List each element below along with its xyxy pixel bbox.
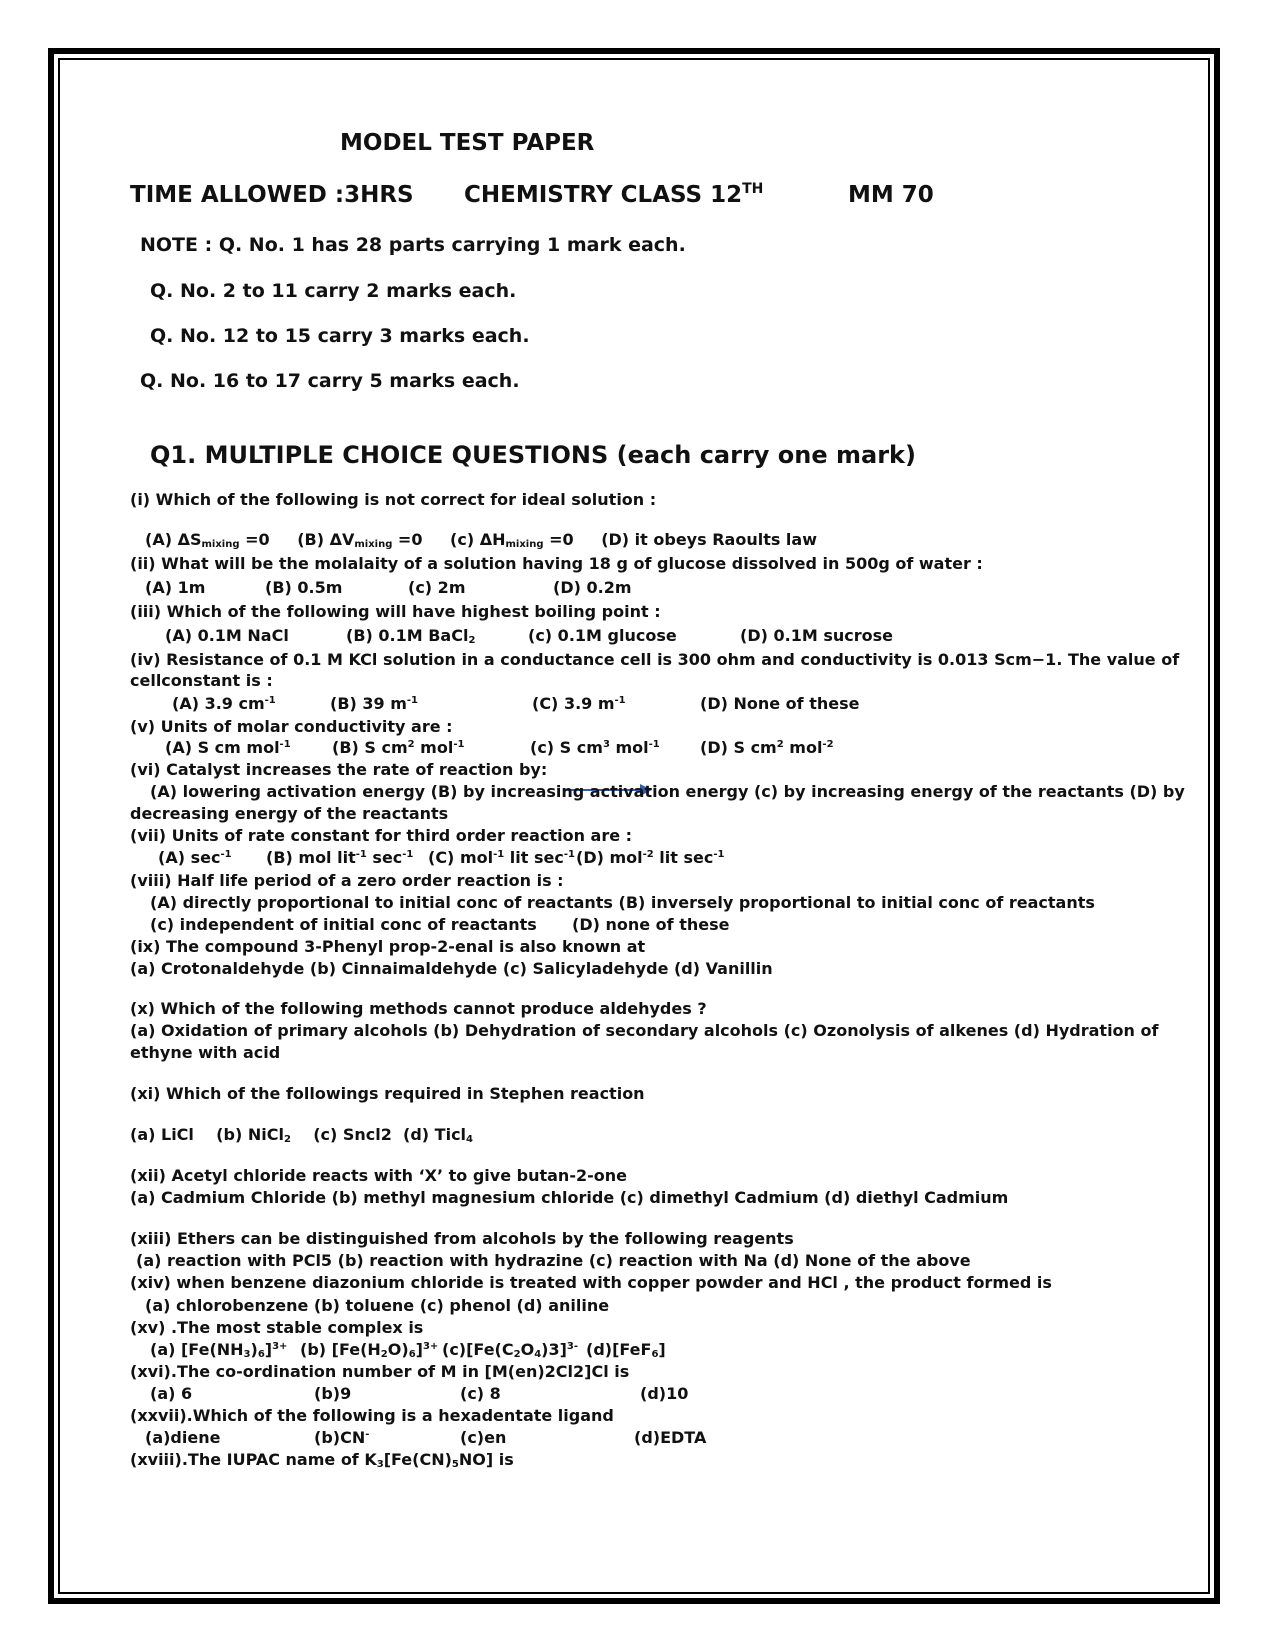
option-c: (c)en (460, 1428, 507, 1447)
option-b: (B) 0.1M BaCl$_2$ (346, 626, 476, 646)
question-text: (ix) The compound 3-Phenyl prop-2-enal is also known at (130, 937, 646, 956)
question-text-continued: cellconstant is : (130, 671, 273, 690)
question-text: (i) Which of the following is not correct for ideal solution : (130, 490, 657, 509)
question-text: (xii) Acetyl chloride reacts with ‘X’ to give butan-2-one (130, 1166, 627, 1185)
note-line: Q. No. 16 to 17 carry 5 marks each. (140, 370, 520, 392)
option-a: (a)diene (145, 1428, 221, 1447)
option-line: (a) LiCl (b) NiCl$_2$ (c) Sncl2 (d) Ticl$_4$ (130, 1125, 474, 1145)
question-text: (x) Which of the following methods cannot produce aldehydes ? (130, 999, 707, 1018)
question-text: (xiv) when benzene diazonium chloride is treated with copper powder and HCl , the product formed is (130, 1273, 1052, 1292)
question-text: (xv) .The most stable complex is (130, 1318, 424, 1337)
option-c: (C) 3.9 $m^{-1}$ (532, 694, 626, 713)
option-b: (B) mol lit$^{-1}$ $\sec^{-1}$ (266, 848, 414, 867)
section-title: Q1. MULTIPLE CHOICE QUESTIONS (each carry one mark) (150, 441, 916, 469)
question-text: (xviii).The IUPAC name of $K_3[Fe(CN)_5NO]$ is (130, 1450, 514, 1470)
subject-heading: CHEMISTRY CLASS 12TH (464, 181, 764, 208)
option-b: (B) 0.5m (265, 578, 343, 597)
question-text: (vii) Units of rate constant for third order reaction are : (130, 826, 633, 845)
option-line-continued: ethyne with acid (130, 1043, 281, 1062)
option-d: (d)[FeF$_6$] (586, 1340, 666, 1360)
option-c: $(c)[Fe(C_2O_4)3]^{3-}$ (442, 1340, 579, 1360)
note-line: Q. No. 12 to 15 carry 3 marks each. (150, 325, 530, 347)
option-line: (a) Cadmium Chloride (b) methyl magnesium chloride (c) dimethyl Cadmium (d) diethyl Cadmium (130, 1188, 1009, 1207)
option-c: (c) 0.1M glucose (528, 626, 677, 645)
option-b: (b)CN- (314, 1428, 370, 1447)
option-a: (A) 3.9 $cm^{-1}$ (172, 694, 276, 713)
option-c: (c) S $cm^3$ mol$^{-1}$ (530, 738, 660, 757)
option-d: (D) None of these (700, 694, 860, 713)
option-a: (A) 0.1M NaCl (165, 626, 289, 645)
option-b: (B) 39 $m^{-1}$ (330, 694, 419, 713)
question-text: (ii) What will be the molalaity of a solution having 18 g of glucose dissolved in 500g of water : (130, 554, 983, 573)
question-text: (vi) Catalyst increases the rate of reaction by: (130, 760, 548, 779)
option-line: (a) chlorobenzene (b) toluene (c) phenol (d) aniline (145, 1296, 610, 1315)
option-a: (a) 6 (150, 1384, 193, 1403)
question-text: (xvi).The co-ordination number of M in [M(en)2Cl2]Cl is (130, 1362, 630, 1381)
option-a: (A) 1m (145, 578, 206, 597)
option-d: (d)10 (640, 1384, 689, 1403)
option-c: (C) mol$^{-1}$ lit $\sec^{-1}$ (428, 848, 575, 867)
option-c: (c) independent of initial conc of reactants (150, 915, 537, 934)
option-d: (d)EDTA (634, 1428, 707, 1447)
option-d: (D) mol$^{-2}$ lit $\sec^{-1}$ (576, 848, 725, 867)
note-line: NOTE : Q. No. 1 has 28 parts carrying 1 mark each. (140, 234, 686, 256)
option-line: (a) Oxidation of primary alcohols (b) Dehydration of secondary alcohols (c) Ozonolysis of alkenes (d) Hydration of (130, 1021, 1159, 1040)
option-b: (b) $[Fe(H_2O)_6]^{3+}$ (300, 1340, 439, 1360)
page-title: MODEL TEST PAPER (340, 130, 595, 156)
option-c: (c) 8 (460, 1384, 501, 1403)
option-line: (A) directly proportional to initial conc of reactants (B) inversely proportional to initial conc of reactants (150, 893, 1095, 912)
option-d: (D) 0.1M sucrose (740, 626, 893, 645)
option-a: (a) $[Fe(NH_3)_6]^{3+}$ (150, 1340, 288, 1360)
question-text: (xxvii).Which of the following is a hexadentate ligand (130, 1406, 614, 1425)
question-text: (iv) Resistance of 0.1 M KCl solution in a conductance cell is 300 ohm and conductivity is 0.013 Scm−1. The value of (130, 650, 1180, 669)
option-b: (B) S $cm^2$ mol$^{-1}$ (332, 738, 465, 757)
option-a: (A) S cm mol$^{-1}$ (165, 738, 291, 757)
note-line: Q. No. 2 to 11 carry 2 marks each. (150, 280, 517, 302)
time-allowed: TIME ALLOWED :3HRS (130, 182, 414, 208)
option-line: (A) $\Delta S_{mixing} =0$ (B) $\Delta V_{mixing} =0$ (c) $\Delta H_{mixing} =0$ (D) it obeys Raoults law (145, 530, 817, 550)
option-b: (b)9 (314, 1384, 352, 1403)
question-text: (viii) Half life period of a zero order reaction is : (130, 871, 564, 890)
option-d: (D) S $cm^2$ mol$^{-2}$ (700, 738, 834, 757)
option-line-continued: decreasing energy of the reactants (130, 804, 449, 823)
option-line: (a) reaction with PCl5 (b) reaction with hydrazine (c) reaction with Na (d) None of the above (136, 1251, 971, 1270)
option-c: (c) 2m (408, 578, 466, 597)
question-text: (xi) Which of the followings required in Stephen reaction (130, 1084, 645, 1103)
question-text: (v) Units of molar conductivity are : (130, 717, 453, 736)
option-line: (A) lowering activation energy (B) by increasing activation energy (c) by increasing energy of the reactants (D) by (150, 782, 1185, 801)
option-a: (A) $\sec^{-1}$ (158, 848, 232, 867)
max-marks: MM 70 (848, 182, 934, 208)
question-text: (iii) Which of the following will have highest boiling point : (130, 602, 661, 621)
option-d: (D) none of these (572, 915, 730, 934)
question-text: (xiii) Ethers can be distinguished from alcohols by the following reagents (130, 1229, 794, 1248)
option-d: (D) 0.2m (553, 578, 632, 597)
option-line: (a) Crotonaldehyde (b) Cinnaimaldehyde (c) Salicyladehyde (d) Vanillin (130, 959, 773, 978)
